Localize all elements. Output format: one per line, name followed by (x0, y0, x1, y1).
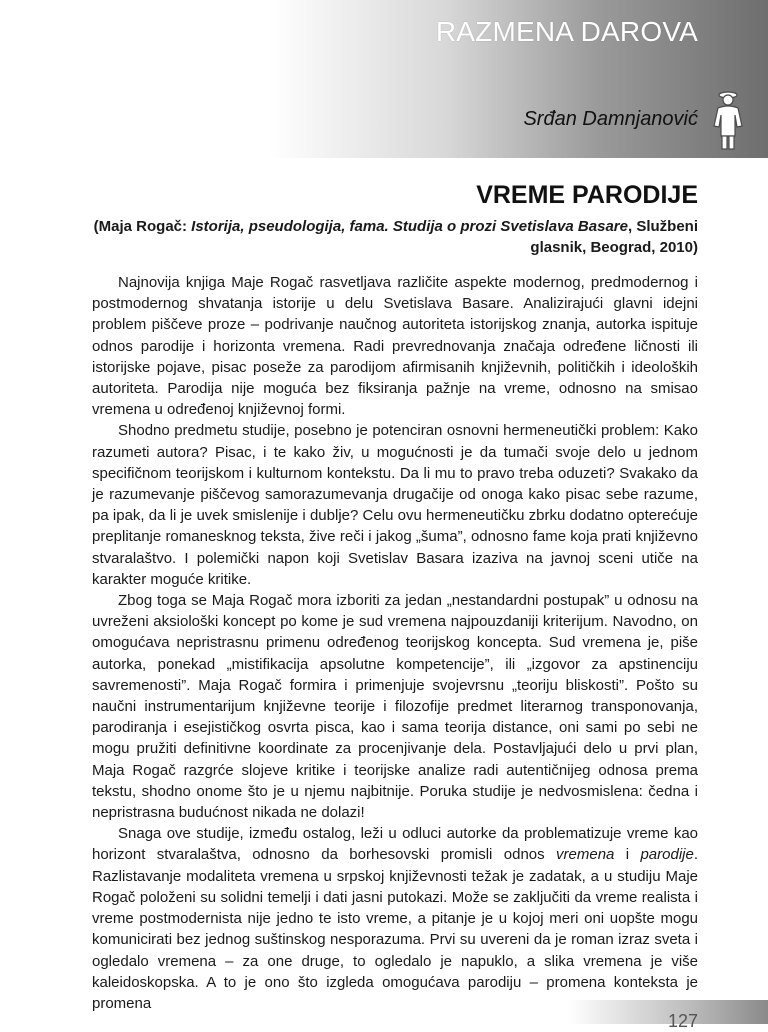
article-body (92, 272, 698, 1014)
person-figure-icon (706, 88, 750, 152)
paragraph-2: Shodno predmetu studije, posebno je potenciran osnovni hermeneutički problem: Kako razumeti autora? Pisac, i te kako živ, u mogućnosti je da tumači svoje delo u jednom specifičnom teorijskom i kulturnom kontekstu. Da li mu to pravo treba oduzeti? Svakako da je razumevanje piščevog samorazumevanja drugačije od onoga kako pisac sebe razume, pa ipak, da li je uvek smislenije i dublje? Celu ovu hermeneutičku zbrku dodatno opterećuje preplitanje romanesknog teksta, žive reči i jakog „šuma”, odnosno fame koja prati književno stvaralaštvo. I polemički napon koji Svetislav Basara izaziva na javnoj sceni utiče na karakter moguće kritike. (92, 422, 698, 588)
paragraph-3: Zbog toga se Maja Rogač mora izboriti za jedan „nestandardni postupak” u odnosu na uvreženi aksiološki koncept po kome je sud vremena najpouzdaniji kriterijum. Navodno, on omogućava nepristrasnu primenu određenog teorijskog koncepta. Sud vremena je, piše autorka, ponekad „mistifikacija apsolutne kompetencije”, ili „izgovor za apstinenciju savremenosti”. Maja Rogač formira i primenjuje svojevrsnu „teoriju bliskosti”. Pošto su naučni instrumentarijum književne teorije i filozofije predmet literarnog transponovanja, parodiranja i esejističkog osvrta pisca, kao i sama teorija distance, oni sami po sebi ne mogu pružiti definitivne koordinate za procenjivanje dela. Postavljajući delo u prvi plan, Maja Rogač razgrće slojeve kritike i teorijske analize radi autentičnijeg odnosa prema tekstu, shodno onome što je u njemu najbitnije. Poruka studije je nedvosmislena: čedna i nepristrasna budućnost nikada ne dolazi! (92, 592, 698, 822)
paragraph-1: Najnovija knjiga Maje Rogač rasvetljava različite aspekte modernog, predmodernog i postmodernog shvatanja istorije u delu Svetislava Basare. Analizirajući glavni idejni problem piščeve proze – podrivanje naučnog autoriteta istorijskog znanja, autorka ispituje odnos parodije i horizonta vremena. Radi prevrednovanja značaja određene ličnosti ili istorijske pojave, pisac poseže za parodijom afirmisanih književnih, političkih i ideoloških autoriteta. Parodija nije moguća bez fiksiranja pažnje na vreme, odnosno na smisao vremena u određenoj književnoj formi. (92, 274, 698, 419)
p4-italic-parodije: parodije (640, 846, 694, 864)
book-title: Istorija, pseudologija, fama. Studija o prozi Svetislava Basare (191, 218, 628, 235)
page-number: 127 (667, 1011, 698, 1031)
p4-text-a: Snaga ove studije, između ostalog, leži u odluci autorke da problematizuje vreme kao horizont stvaralaštva, odnosno da borhesovski promisli odnos (92, 825, 698, 864)
article-title: VREME PARODIJE (476, 181, 698, 209)
subtitle-suffix: , Službeni glasnik, Beograd, 2010) (530, 218, 698, 256)
article-subtitle (78, 216, 698, 258)
p4-text-c: . Razlistavanje modaliteta vremena u srpskoj književnosti težak je zadatak, a u studiju Maje Rogač položeni su solidni temelji i dati jasni putokazi. Može se zaključiti da vreme realista i vreme postmodernista nije jedno te isto vreme, a pitanje je u kojoj meri oni uopšte mogu komunicirati bez jednog suštinskog nesporazuma. Prvi su uvereni da je roman izraz sveta i ogledalo vremena – za one druge, to ogledalo je napuklo, a slika vremena je više kaleidoskopska. A to je ono što izgleda omogućava parodiju – promena konteksta je promena (92, 846, 699, 1012)
section-title: RAZMENA DAROVA (435, 16, 698, 47)
p4-italic-vremena: vremena (556, 846, 615, 864)
subtitle-prefix: (Maja Rogač: (93, 218, 192, 235)
paragraph-4 (92, 823, 698, 1014)
author-name: Srđan Damnjanović (523, 108, 698, 130)
p4-text-b: i (614, 846, 641, 864)
